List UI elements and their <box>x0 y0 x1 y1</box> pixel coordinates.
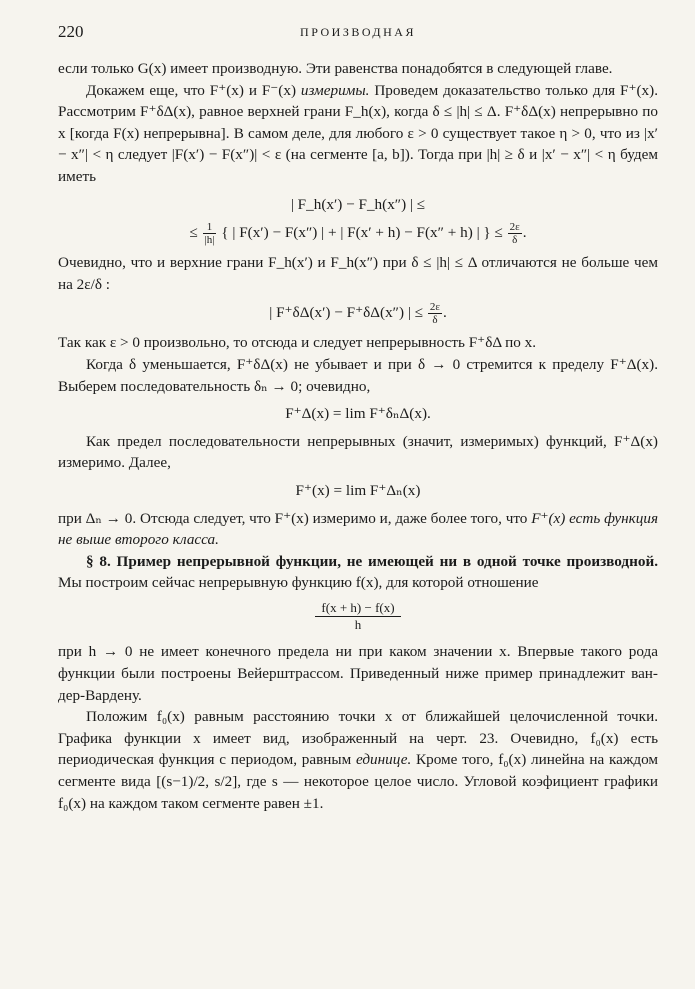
paragraph-1: если только G(x) имеет производную. Эти равенства понадобятся в следующей главе. <box>58 60 613 77</box>
p2-rest: Проведем доказательство только для F⁺(x). Рассмотрим F⁺δΔ(x), равное верхней грани F_h(x), когда δ ≤ |h| ≤ Δ. F⁺δΔ(x) непрерывно по x [когда F(x) непрерывна]. В самом деле, для любого ε > 0 существует такое η > 0, что из |x′ − x″| < η следует |F(x′) − F(x″)| < ε (на сегменте [a, b]). Тогда при |h| ≥ δ и |x′ − x″| < η будем иметь <box>58 81 659 185</box>
p8-rest: Мы построим сейчас непрерывную функцию f(x), для которой отношение <box>58 574 539 592</box>
eq1-frac-1 <box>203 221 217 246</box>
paragraph-2 <box>58 80 658 188</box>
equation-1-line-2: ≤ $\frac{1}{|h|}$ { | F(x′) − F(x″) | + | F(x′ + h) − F(x″ + h) | } ≤ $\frac{2\varepsilon}{\delta}$ . <box>189 221 527 247</box>
paragraph-5: Когда δ уменьшается, F⁺δΔ(x) не убывает и при δ → 0 стремится к пределу F⁺Δ(x). Выберем последовательность δₙ → 0; очевидно, <box>58 355 658 395</box>
eq1-frac-2 <box>508 221 522 246</box>
eq2-frac <box>428 301 442 326</box>
eq5-frac-den: h <box>354 616 362 632</box>
running-head: ПРОИЗВОДНАЯ <box>300 25 416 39</box>
paragraph-3: Очевидно, что и верхние грани F_h(x′) и F_h(x″) при δ ≤ |h| ≤ Δ отличаются не больше чем на 2ε/δ : <box>58 254 658 293</box>
eq1-frac-1-den: |h| <box>204 234 215 247</box>
section-heading: § 8. Пример непрерывной функции, не имеющей ни в одной точке производной. <box>86 552 658 570</box>
equation-3: F⁺Δ(x) = lim F⁺δₙΔ(x). <box>285 405 431 423</box>
eq2-frac-den: δ <box>432 314 438 327</box>
p10-rest: Кроме того, f₀(x) линейна на каждом сегменте вида [(s−1)/2, s/2], где s — некоторое целое число. Угловой коэфициент графики f₀(x) на каждом таком сегменте равен ±1. <box>58 751 659 812</box>
paragraph-4: Так как ε > 0 произвольно, то отсюда и следует непрерывность F⁺δΔ по x. <box>58 334 536 352</box>
eq2-frac-num: 2ε <box>429 301 440 314</box>
p2-start: Докажем еще, что F⁺(x) и F⁻(x) <box>86 81 297 99</box>
paragraph-8 <box>58 551 658 594</box>
eq1-body: { | F(x′) − F(x″) | + | F(x′ + h) − F(x″ + h) | } ≤ <box>217 224 507 242</box>
p10-start: Положим f₀(x) равным расстоянию точки x от ближайшей целочисленной точки. Графика функции x имеет вид, изображенный на черт. 23. Очевидно, f₀(x) есть периодическая функция с периодом, равным <box>58 708 658 769</box>
paragraph-7 <box>58 508 658 551</box>
paragraph-9: при h → 0 не имеет конечного предела ни при каком значении x. Впервые такого рода функции были построены Вейерштрассом. Приведенный ниже пример принадлежит ван-дер-Вардену. <box>58 643 658 704</box>
eq1-frac-1-num: 1 <box>203 221 217 234</box>
page-number: 220 <box>58 22 84 41</box>
paragraph-6: Как предел последовательности непрерывных (значит, измеримых) функций, F⁺Δ(x) измеримо. Далее, <box>58 432 658 472</box>
equation-2: | F⁺δΔ(x′) − F⁺δΔ(x″) | ≤ $\frac{2\varepsilon}{\delta}$ . <box>269 301 447 327</box>
eq1-frac-2-den: δ <box>512 234 518 247</box>
eq5-frac <box>315 600 400 633</box>
eq5-frac-num: f(x + h) − f(x) <box>315 600 400 617</box>
eq1-frac-2-num: 2ε <box>509 221 520 234</box>
p7-start: при Δₙ → 0. Отсюда следует, что F⁺(x) измеримо и, даже более того, что <box>58 509 528 527</box>
page-header <box>58 22 658 44</box>
equation-4: F⁺(x) = lim F⁺Δₙ(x) <box>295 481 421 499</box>
eq1-lead: ≤ <box>189 224 202 242</box>
equation-1-line-1: | F_h(x′) − F_h(x″) | ≤ <box>290 195 426 213</box>
p7-emph: F⁺(x) есть функция не выше второго класса. <box>58 509 659 549</box>
equation-5 <box>58 600 658 636</box>
p10-emph: единице. <box>355 751 412 769</box>
paragraph-10 <box>58 706 658 814</box>
page-body <box>58 58 658 814</box>
p2-emph: измеримы. <box>300 81 370 99</box>
eq2-body: | F⁺δΔ(x′) − F⁺δΔ(x″) | ≤ <box>269 304 427 322</box>
